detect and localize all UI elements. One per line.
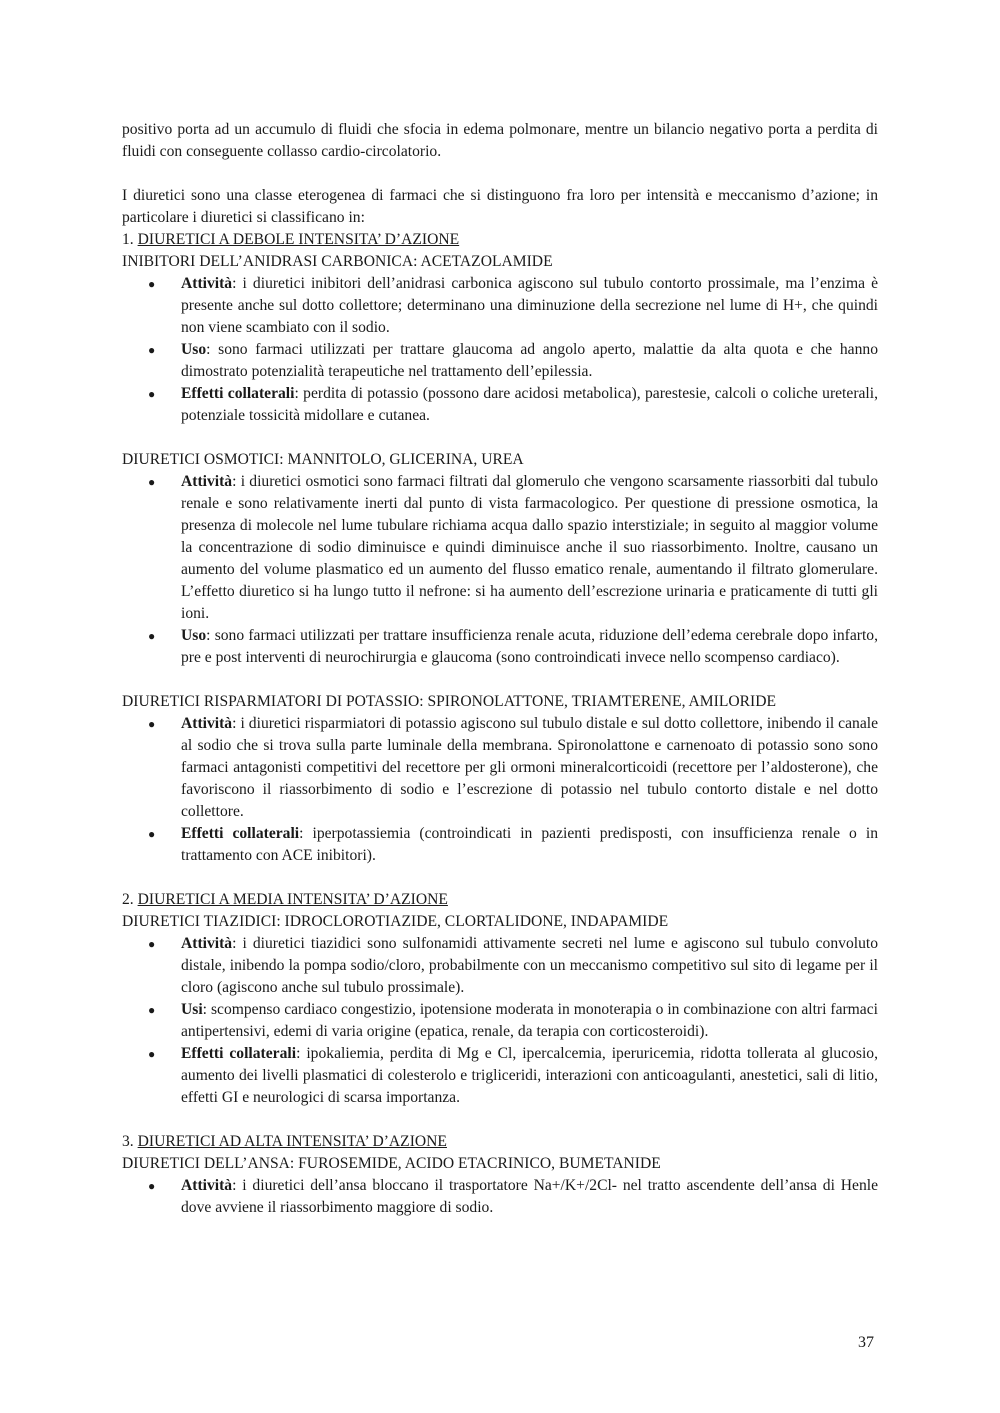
list-item [148, 713, 878, 823]
item-label: Effetti collaterali [181, 385, 295, 402]
bullet-icon: ● [148, 1047, 156, 1061]
item-label: Usi [181, 1001, 203, 1018]
item-label: Effetti collaterali [181, 825, 300, 842]
item-label: Attività [181, 935, 233, 952]
section-1-title: DIURETICI A DEBOLE INTENSITA’ D’AZIONE [137, 231, 460, 248]
bullet-icon: ● [148, 475, 156, 489]
list-item [148, 383, 878, 427]
item-label: Effetti collaterali [181, 1045, 297, 1062]
group-4-heading: DIURETICI TIAZIDICI: IDROCLOROTIAZIDE, CLORTALIDONE, INDAPAMIDE [122, 913, 669, 930]
section-3-number: 3. [122, 1133, 134, 1150]
group-1-list [122, 273, 878, 427]
list-item [148, 339, 878, 383]
group-2-list [122, 471, 878, 669]
item-label: Attività [181, 1177, 233, 1194]
item-text: : ipokaliemia, perdita di Mg e Cl, ipercalcemia, iperuricemia, ridotta tollerata al glucosio, aumento dei livelli plasmatici di colesterolo e trigliceridi, interazioni con anticoagulanti, anestetici, sali di litio, effetti GI e neurologici di scarsa importanza. [181, 1045, 878, 1106]
bullet-icon: ● [148, 827, 156, 841]
list-item [148, 999, 878, 1043]
group-2-heading: DIURETICI OSMOTICI: MANNITOLO, GLICERINA, UREA [122, 451, 524, 468]
section-1-number: 1. [122, 231, 134, 248]
bullet-icon: ● [148, 277, 156, 291]
page-number: 37 [858, 1334, 874, 1351]
list-item [148, 933, 878, 999]
group-5-heading: DIURETICI DELL’ANSA: FUROSEMIDE, ACIDO ETACRINICO, BUMETANIDE [122, 1155, 661, 1172]
section-3-title: DIURETICI AD ALTA INTENSITA’ D’AZIONE [137, 1133, 447, 1150]
item-text: : sono farmaci utilizzati per trattare insufficienza renale acuta, riduzione dell’edema cerebrale dopo infarto, pre e post interventi di neurochirurgia e glaucoma (sono controindicati invece nello scompenso cardiaco). [181, 627, 878, 666]
item-label: Uso [181, 627, 207, 644]
bullet-icon: ● [148, 343, 156, 357]
list-item [148, 625, 878, 669]
bullet-icon: ● [148, 1179, 156, 1193]
group-5-list [122, 1175, 878, 1219]
page-content [122, 119, 878, 1219]
bullet-icon: ● [148, 629, 156, 643]
bullet-icon: ● [148, 387, 156, 401]
group-4-list [122, 933, 878, 1109]
list-item [148, 1175, 878, 1219]
section-1-heading [122, 229, 878, 251]
item-text: : sono farmaci utilizzati per trattare glaucoma ad angolo aperto, malattie da alta quota e che hanno dimostrato potenzialità terapeutiche nel trattamento dell’epilessia. [181, 341, 878, 380]
item-text: : i diuretici risparmiatori di potassio agiscono sul tubulo distale e sul dotto collettore, inibendo il canale al sodio che si trova sulla parte luminale della membrana. Spironolattone e carnenoato di potassio sono sono farmaci antagonisti competitivi del recettore per gli ormoni mineralcorticoidi (recettore per l’aldosterone), che favoriscono il riassorbimento di sodio e l’escrezione di potassio nel tubulo contorto distale e nel dotto collettore. [181, 715, 878, 820]
list-item [148, 1043, 878, 1109]
item-text: : i diuretici inibitori dell’anidrasi carbonica agiscono sul tubulo contorto prossimale, ma l’enzima è presente anche sul dotto collettore; determinano una diminuzione della secrezione nel lume di H+, che quindi non viene scambiato con il sodio. [181, 275, 878, 336]
item-label: Uso [181, 341, 207, 358]
item-label: Attività [181, 715, 233, 732]
group-1-heading: INIBITORI DELL’ANIDRASI CARBONICA: ACETAZOLAMIDE [122, 253, 553, 270]
list-item [148, 273, 878, 339]
intro-paragraph-2: I diuretici sono una classe eterogenea di farmaci che si distinguono fra loro per intensità e meccanismo d’azione; in particolare i diuretici si classificano in: [122, 187, 878, 226]
bullet-icon: ● [148, 717, 156, 731]
intro-paragraph-1: positivo porta ad un accumulo di fluidi che sfocia in edema polmonare, mentre un bilancio negativo porta a perdita di fluidi con conseguente collasso cardio-circolatorio. [122, 121, 878, 160]
section-2-number: 2. [122, 891, 134, 908]
item-text: : perdita di potassio (possono dare acidosi metabolica), parestesie, calcoli o coliche ureterali, potenziale tossicità midollare e cutanea. [181, 385, 878, 424]
item-text: : scompenso cardiaco congestizio, ipotensione moderata in monoterapia o in combinazione con altri farmaci antipertensivi, edemi di varia origine (epatica, renale, da terapia con corticosteroidi). [181, 1001, 878, 1040]
item-text: : i diuretici dell’ansa bloccano il trasportatore Na+/K+/2Cl- nel tratto ascendente dell’ansa di Henle dove avviene il riassorbimento maggiore di sodio. [181, 1177, 878, 1216]
list-item [148, 823, 878, 867]
section-2-heading [122, 889, 878, 911]
group-3-list [122, 713, 878, 867]
item-text: : i diuretici tiazidici sono sulfonamidi attivamente secreti nel lume e agiscono sul tubulo convoluto distale, inibendo la pompa sodio/cloro, probabilmente con un meccanismo competitivo sul sito di legame per il cloro (agiscono anche sul tubulo prossimale). [181, 935, 878, 996]
bullet-icon: ● [148, 937, 156, 951]
list-item [148, 471, 878, 625]
group-3-heading: DIURETICI RISPARMIATORI DI POTASSIO: SPIRONOLATTONE, TRIAMTERENE, AMILORIDE [122, 693, 777, 710]
item-text: : iperpotassiemia (controindicati in pazienti predisposti, con insufficienza renale o in trattamento con ACE inibitori). [181, 825, 878, 864]
item-label: Attività [181, 473, 233, 490]
item-label: Attività [181, 275, 233, 292]
item-text: : i diuretici osmotici sono farmaci filtrati dal glomerulo che vengono scarsamente riassorbiti dal tubulo renale e sono relativamente inerti dal punto di vista farmacologico. Per questione di pressione osmotica, la presenza di molecole nel lume tubulare richiama acqua dallo spazio interstiziale; in seguito al maggior volume la concentrazione di sodio diminuisce e quindi diminuisce anche il suo riassorbimento. Inoltre, causano un aumento del volume plasmatico ed un aumento del flusso ematico renale, aumentando il filtrato glomerulare. L’effetto diuretico si ha lungo tutto il nefrone: si ha aumento dell’escrezione urinaria e praticamente di tutti gli ioni. [181, 473, 878, 622]
bullet-icon: ● [148, 1003, 156, 1017]
section-3-heading [122, 1131, 878, 1153]
section-2-title: DIURETICI A MEDIA INTENSITA’ D’AZIONE [137, 891, 448, 908]
